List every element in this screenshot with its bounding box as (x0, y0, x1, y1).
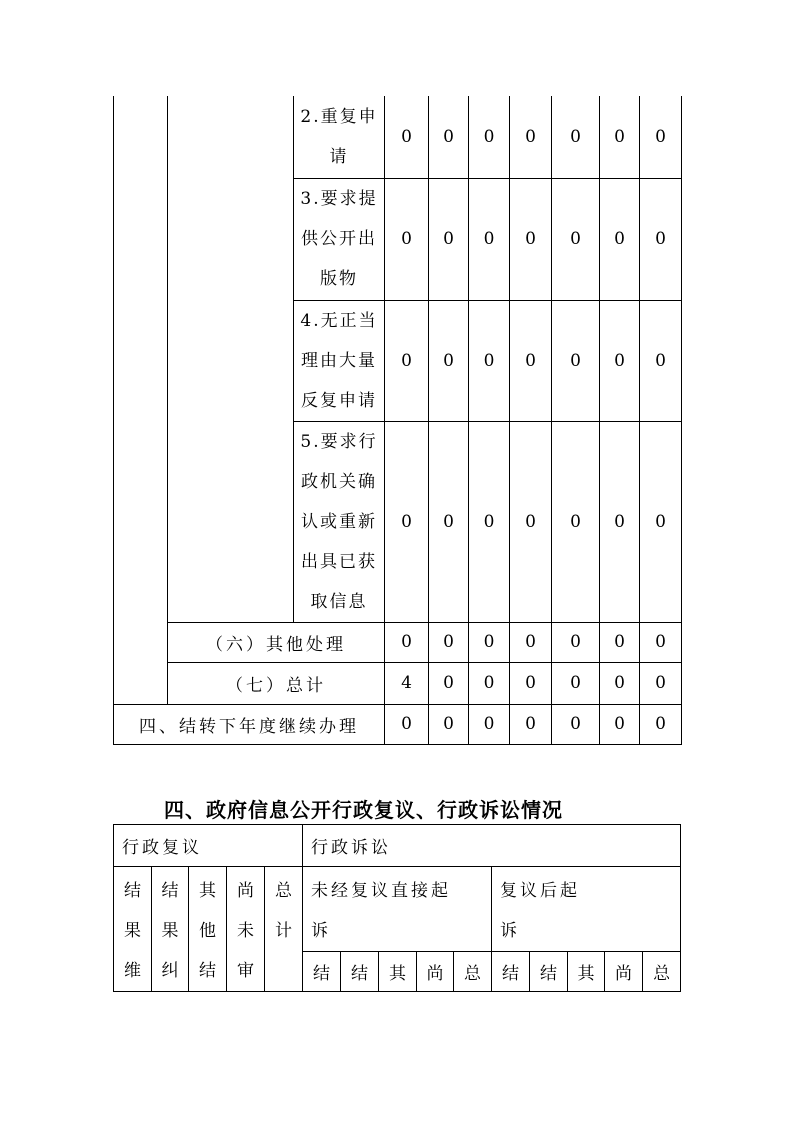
after-col-header: 其 (568, 952, 605, 992)
value-cell: 0 (640, 421, 682, 622)
value-cell: 0 (600, 704, 640, 744)
value-cell: 0 (600, 300, 640, 421)
value-cell: 0 (510, 178, 552, 300)
value-cell: 0 (600, 96, 640, 178)
blank-cell (168, 96, 294, 622)
direct-col-header: 尚 (417, 952, 454, 992)
other-processing-label: （六）其他处理 (168, 622, 385, 662)
value-cell: 0 (552, 96, 600, 178)
value-cell: 4 (385, 662, 429, 704)
row-label: 4.无正当 理由大量 反复申请 (294, 300, 385, 421)
review-col-header: 结 果 纠 (152, 867, 189, 992)
table-row (114, 96, 682, 178)
value-cell: 0 (469, 622, 510, 662)
section-title: 四、政府信息公开行政复议、行政诉讼情况 (164, 798, 563, 822)
value-cell: 0 (640, 622, 682, 662)
value-cell: 0 (385, 300, 429, 421)
value-cell: 0 (640, 704, 682, 744)
value-cell: 0 (429, 704, 469, 744)
value-cell: 0 (552, 421, 600, 622)
review-col-header: 其 他 结 (189, 867, 227, 992)
value-cell: 0 (510, 421, 552, 622)
direct-litigation-header: 未经复议直接起 诉 (303, 867, 492, 952)
disposal-table (113, 96, 682, 745)
table-row (114, 622, 682, 662)
after-col-header: 总 (643, 952, 681, 992)
after-review-litigation-header: 复议后起 诉 (492, 867, 681, 952)
value-cell: 0 (552, 662, 600, 704)
value-cell: 0 (429, 96, 469, 178)
direct-col-header: 总 (454, 952, 492, 992)
row-label: 3.要求提 供公开出 版物 (294, 178, 385, 300)
value-cell: 0 (640, 96, 682, 178)
carry-over-label: 四、结转下年度继续办理 (114, 704, 385, 744)
value-cell: 0 (552, 300, 600, 421)
row-label: 5.要求行 政机关确 认或重新 出具已获 取信息 (294, 421, 385, 622)
value-cell: 0 (640, 662, 682, 704)
value-cell: 0 (640, 300, 682, 421)
value-cell: 0 (385, 622, 429, 662)
after-col-header: 结 (492, 952, 530, 992)
value-cell: 0 (429, 421, 469, 622)
blank-cell (114, 96, 168, 704)
review-litigation-table (113, 824, 681, 992)
value-cell: 0 (429, 300, 469, 421)
value-cell: 0 (385, 421, 429, 622)
review-col-header: 结 果 维 (114, 867, 152, 992)
value-cell: 0 (469, 178, 510, 300)
value-cell: 0 (600, 421, 640, 622)
value-cell: 0 (469, 662, 510, 704)
value-cell: 0 (385, 704, 429, 744)
value-cell: 0 (640, 178, 682, 300)
row-label: 2.重复申 请 (294, 96, 385, 178)
value-cell: 0 (600, 178, 640, 300)
table-row (114, 662, 682, 704)
after-col-header: 结 (530, 952, 568, 992)
value-cell: 0 (510, 622, 552, 662)
value-cell: 0 (469, 421, 510, 622)
value-cell: 0 (469, 96, 510, 178)
value-cell: 0 (552, 704, 600, 744)
direct-col-header: 其 (379, 952, 417, 992)
value-cell: 0 (510, 96, 552, 178)
value-cell: 0 (600, 662, 640, 704)
direct-col-header: 结 (303, 952, 341, 992)
value-cell: 0 (510, 704, 552, 744)
value-cell: 0 (429, 662, 469, 704)
value-cell: 0 (600, 622, 640, 662)
value-cell: 0 (385, 178, 429, 300)
review-header: 行政复议 (114, 825, 303, 867)
direct-col-header: 结 (341, 952, 379, 992)
value-cell: 0 (510, 300, 552, 421)
review-col-header: 总 计 (265, 867, 303, 992)
value-cell: 0 (429, 622, 469, 662)
value-cell: 0 (429, 178, 469, 300)
table-row (114, 867, 681, 952)
table-row (114, 825, 681, 867)
after-col-header: 尚 (605, 952, 643, 992)
value-cell: 0 (510, 662, 552, 704)
table-row (114, 704, 682, 744)
total-label: （七）总计 (168, 662, 385, 704)
litigation-header: 行政诉讼 (303, 825, 681, 867)
value-cell: 0 (552, 622, 600, 662)
value-cell: 0 (552, 178, 600, 300)
value-cell: 0 (469, 704, 510, 744)
value-cell: 0 (385, 96, 429, 178)
review-col-header: 尚 未 审 (227, 867, 265, 992)
value-cell: 0 (469, 300, 510, 421)
